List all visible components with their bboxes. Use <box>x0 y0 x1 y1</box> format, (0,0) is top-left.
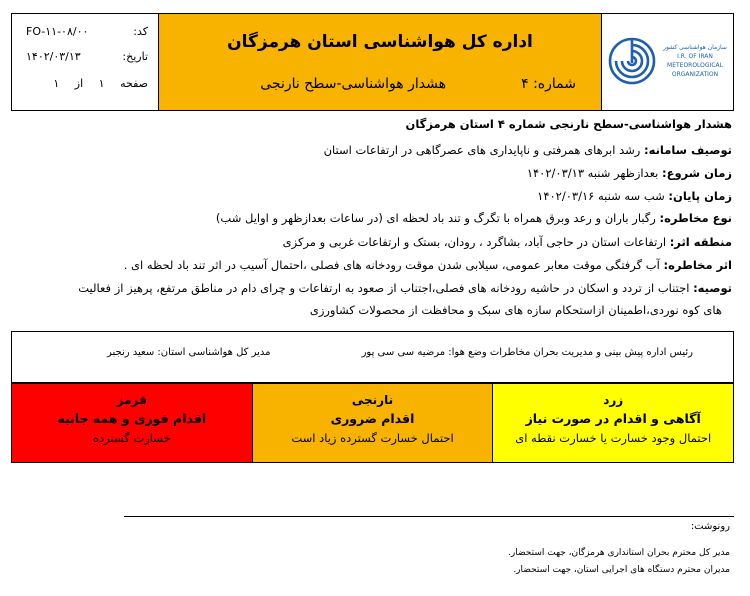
end-time-row <box>537 189 732 203</box>
description-label: توصیف سامانه: <box>644 143 732 157</box>
cc-line-2: مدیران محترم دستگاه های اجرایی استان، جهت استحضار. <box>513 565 730 575</box>
level-red-desc: خسارت گسترده <box>93 431 171 445</box>
forecast-head-signature: رئیس اداره پیش بینی و مدیریت بحران مخاطرات وضع هوا: مرضیه سی سی پور <box>361 347 693 358</box>
level-red-action: اقدام فوری و همه جانبه <box>57 411 207 426</box>
level-red-name: قرمز <box>116 393 147 407</box>
advice-value-line1: اجتناب از تردد و اسکان در حاشیه رودخانه های فصلی،اجتناب از صعود به ارتفاعات و چرای دام در مناطق مرتفع، پرهیز از فعالیت <box>78 281 690 295</box>
level-red <box>12 384 253 462</box>
logo-text-meteorological: METEOROLOGICAL <box>667 62 723 69</box>
document-meta <box>12 14 159 110</box>
header-title-area <box>159 14 602 110</box>
logo-text-persian: سازمان هواشناسی کشور <box>663 44 727 51</box>
logo-text-organization: ORGANIZATION <box>671 71 719 78</box>
warning-levels-table <box>11 383 734 463</box>
end-time-value: شب سه شنبه ۱۴۰۲/۰۳/۱۶ <box>537 189 665 203</box>
description-value: رشد ابرهای همرفتی و ناپایداری های عصرگاهی در ارتفاعات استان <box>323 143 641 157</box>
level-orange-name: نارنجی <box>351 393 394 407</box>
affected-area-value: ارتفاعات استان در حاجی آباد، بشاگرد ، رودان، بستک و ارتفاعات غربی و مرکزی <box>282 235 667 249</box>
director-signature: مدیر کل هواشناسی استان: سعید رنجبر <box>107 347 271 358</box>
document-header <box>11 13 734 111</box>
advice-row <box>78 281 732 295</box>
meteorological-organization-logo <box>602 14 733 110</box>
footer-divider <box>124 516 734 517</box>
level-yellow-name: زرد <box>603 393 624 407</box>
code-label: کد: <box>133 25 148 38</box>
start-time-label: زمان شروع: <box>662 166 732 180</box>
warning-number: شماره: ۴ <box>521 76 576 92</box>
page-title: اداره کل هواشناسی استان هرمزگان <box>227 32 533 52</box>
signature-box <box>11 331 734 383</box>
description-row <box>324 143 732 157</box>
warning-heading: هشدار هواشناسی-سطح نارنجی شماره ۴ استان هرمزگان <box>405 117 732 131</box>
hazard-type-value: رگبار باران و رعد وبرق همراه با تگرگ و تند باد لحظه ای (در ساعات بعدازظهر و اوایل شب) <box>215 211 656 225</box>
start-time-value: بعدازظهر شنبه ۱۴۰۲/۰۳/۱۳ <box>526 166 659 180</box>
level-orange-action: اقدام ضروری <box>330 411 415 426</box>
cc-line-1: مدیر کل محترم بحران استانداری هرمزگان، جهت استحضار. <box>508 548 730 558</box>
hazard-type-row <box>216 211 732 225</box>
level-yellow <box>493 384 733 462</box>
level-yellow-action: آگاهی و اقدام در صورت نیاز <box>525 411 701 426</box>
start-time-row <box>527 166 732 180</box>
level-orange <box>253 384 494 462</box>
hazard-effect-row <box>124 258 732 272</box>
date-label: تاریخ: <box>122 50 148 63</box>
affected-area-row <box>283 235 732 249</box>
cc-label: رونوشت: <box>690 521 730 532</box>
level-yellow-desc: احتمال وجود خسارت یا خسارت نقطه ای <box>515 431 712 445</box>
hazard-effect-value: آب گرفتگی موقت معابر عمومی، سیلابی شدن موقت رودخانه های فصلی ،احتمال آسیب در اثر تند باد لحظه ای . <box>123 258 660 272</box>
end-time-label: زمان پایان: <box>668 189 732 203</box>
warning-level-title: هشدار هواشناسی-سطح نارنجی <box>260 76 446 92</box>
advice-value-line2: های کوه نوردی،اطمینان ازاستحکام سازه های سبک و محافظت از محصولات کشاورزی <box>309 303 722 317</box>
affected-area-label: منطقه اثر: <box>669 235 732 249</box>
level-orange-desc: احتمال خسارت گسترده زیاد است <box>291 431 454 445</box>
page-indicator: صفحه ۱ از ۱ <box>53 77 148 90</box>
hazard-type-label: نوع مخاطره: <box>659 211 732 225</box>
hazard-effect-label: اثر مخاطره: <box>663 258 732 272</box>
date-value: ۱۴۰۲/۰۳/۱۳ <box>26 50 81 63</box>
logo-text-country: I.R. OF IRAN <box>677 53 713 60</box>
code-value: FO-۱۱-۰۸/۰۰ <box>26 25 89 38</box>
advice-label: توصیه: <box>693 281 732 295</box>
